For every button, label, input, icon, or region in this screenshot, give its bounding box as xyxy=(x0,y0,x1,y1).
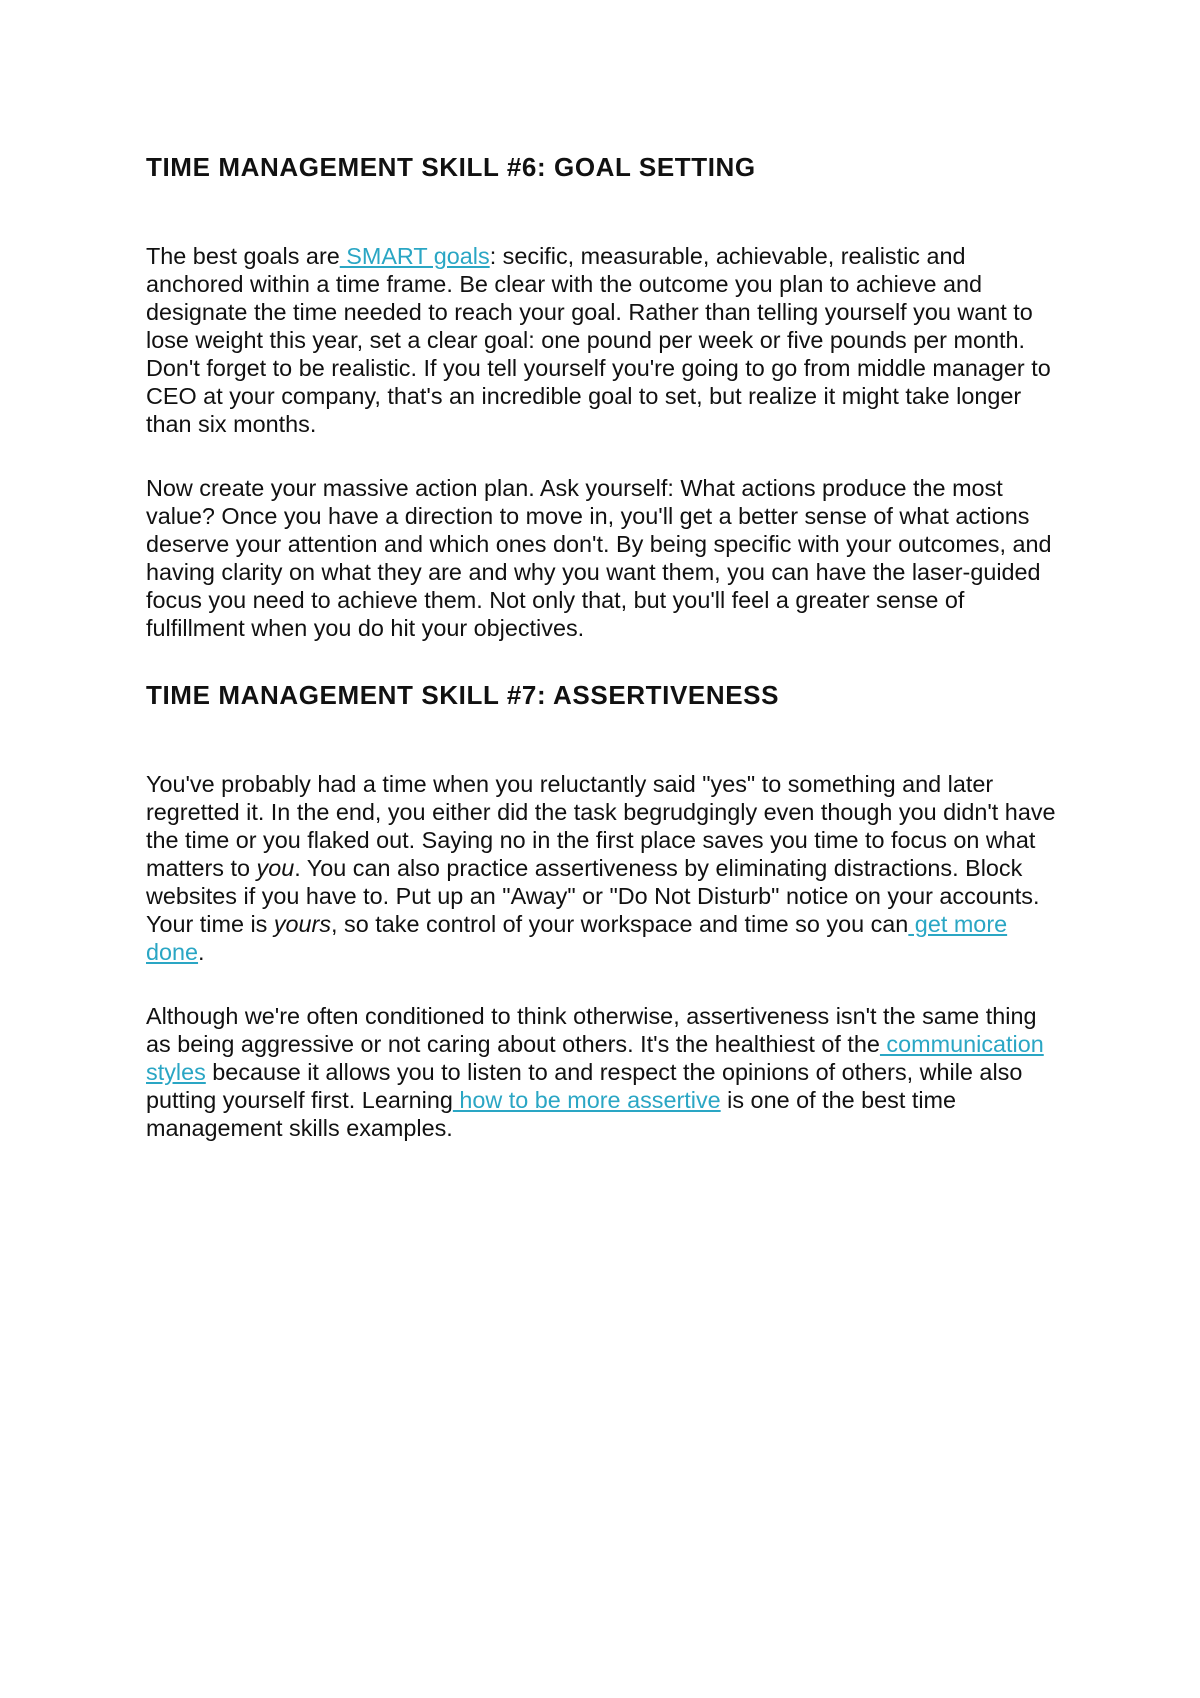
section-heading-assertiveness: TIME MANAGEMENT SKILL #7: ASSERTIVENESS xyxy=(146,680,780,710)
section-heading-goal-setting: TIME MANAGEMENT SKILL #6: GOAL SETTING xyxy=(146,152,756,182)
paragraph-action-plan xyxy=(146,474,1066,642)
how-to-be-more-assertive-link[interactable]: how to be more assertive xyxy=(452,1087,721,1113)
paragraph-smart-goals xyxy=(146,242,1066,438)
paragraph-text: . You can also practice assertiveness by eliminating distractions. Block websites if you have to. Put up an "Away" or "Do Not Disturb" notice on your accounts. Your time is xyxy=(146,855,1040,937)
paragraph-text: Now create your massive action plan. Ask yourself: What actions produce the most value? Once you have a direction to move in, you'll get a better sense of what actions deserve your attention and which ones don't. By being specific with your outcomes, and having clarity on what they are and why you want them, you can have the laser-guided focus you need to achieve them. Not only that, but you'll feel a greater sense of fulfillment when you do hit your objectives. xyxy=(146,475,1052,641)
smart-goals-link[interactable]: SMART goals xyxy=(339,243,490,269)
emphasis-you: you xyxy=(256,855,295,881)
document-page xyxy=(146,150,1066,1142)
paragraph-saying-no xyxy=(146,770,1066,966)
paragraph-assertiveness-definition xyxy=(146,1002,1066,1142)
paragraph-text: , so take control of your workspace and time so you can xyxy=(331,911,909,937)
paragraph-text: The best goals are xyxy=(146,243,340,269)
paragraph-text: You've probably had a time when you reluctantly said "yes" to something and later regretted it. In the end, you either did the task begrudgingly even though you didn't have the time or you flaked out. Saying no in the first place saves you time to focus on what matters to xyxy=(146,771,1056,881)
paragraph-text: because it allows you to listen to and respect the opinions of others, while also putting yourself first. Learning xyxy=(146,1059,1023,1113)
communication-styles-link[interactable]: communication styles xyxy=(146,1031,1044,1085)
get-more-done-link[interactable]: get more done xyxy=(146,911,1008,965)
paragraph-text: . xyxy=(198,939,205,965)
emphasis-yours: yours xyxy=(273,911,332,937)
paragraph-text: : secific, measurable, achievable, realistic and anchored within a time frame. Be clear with the outcome you plan to achieve and designate the time needed to reach your goal. Rather than telling yourself you want to lose weight this year, set a clear goal: one pound per week or five pounds per month. Don't forget to be realistic. If you tell yourself you're going to go from middle manager to CEO at your company, that's an incredible goal to set, but realize it might take longer than six months. xyxy=(146,243,1051,437)
paragraph-text: is one of the best time management skills examples. xyxy=(146,1087,957,1141)
paragraph-text: Although we're often conditioned to think otherwise, assertiveness isn't the same thing as being aggressive or not caring about others. It's the healthiest of the xyxy=(146,1003,1037,1057)
